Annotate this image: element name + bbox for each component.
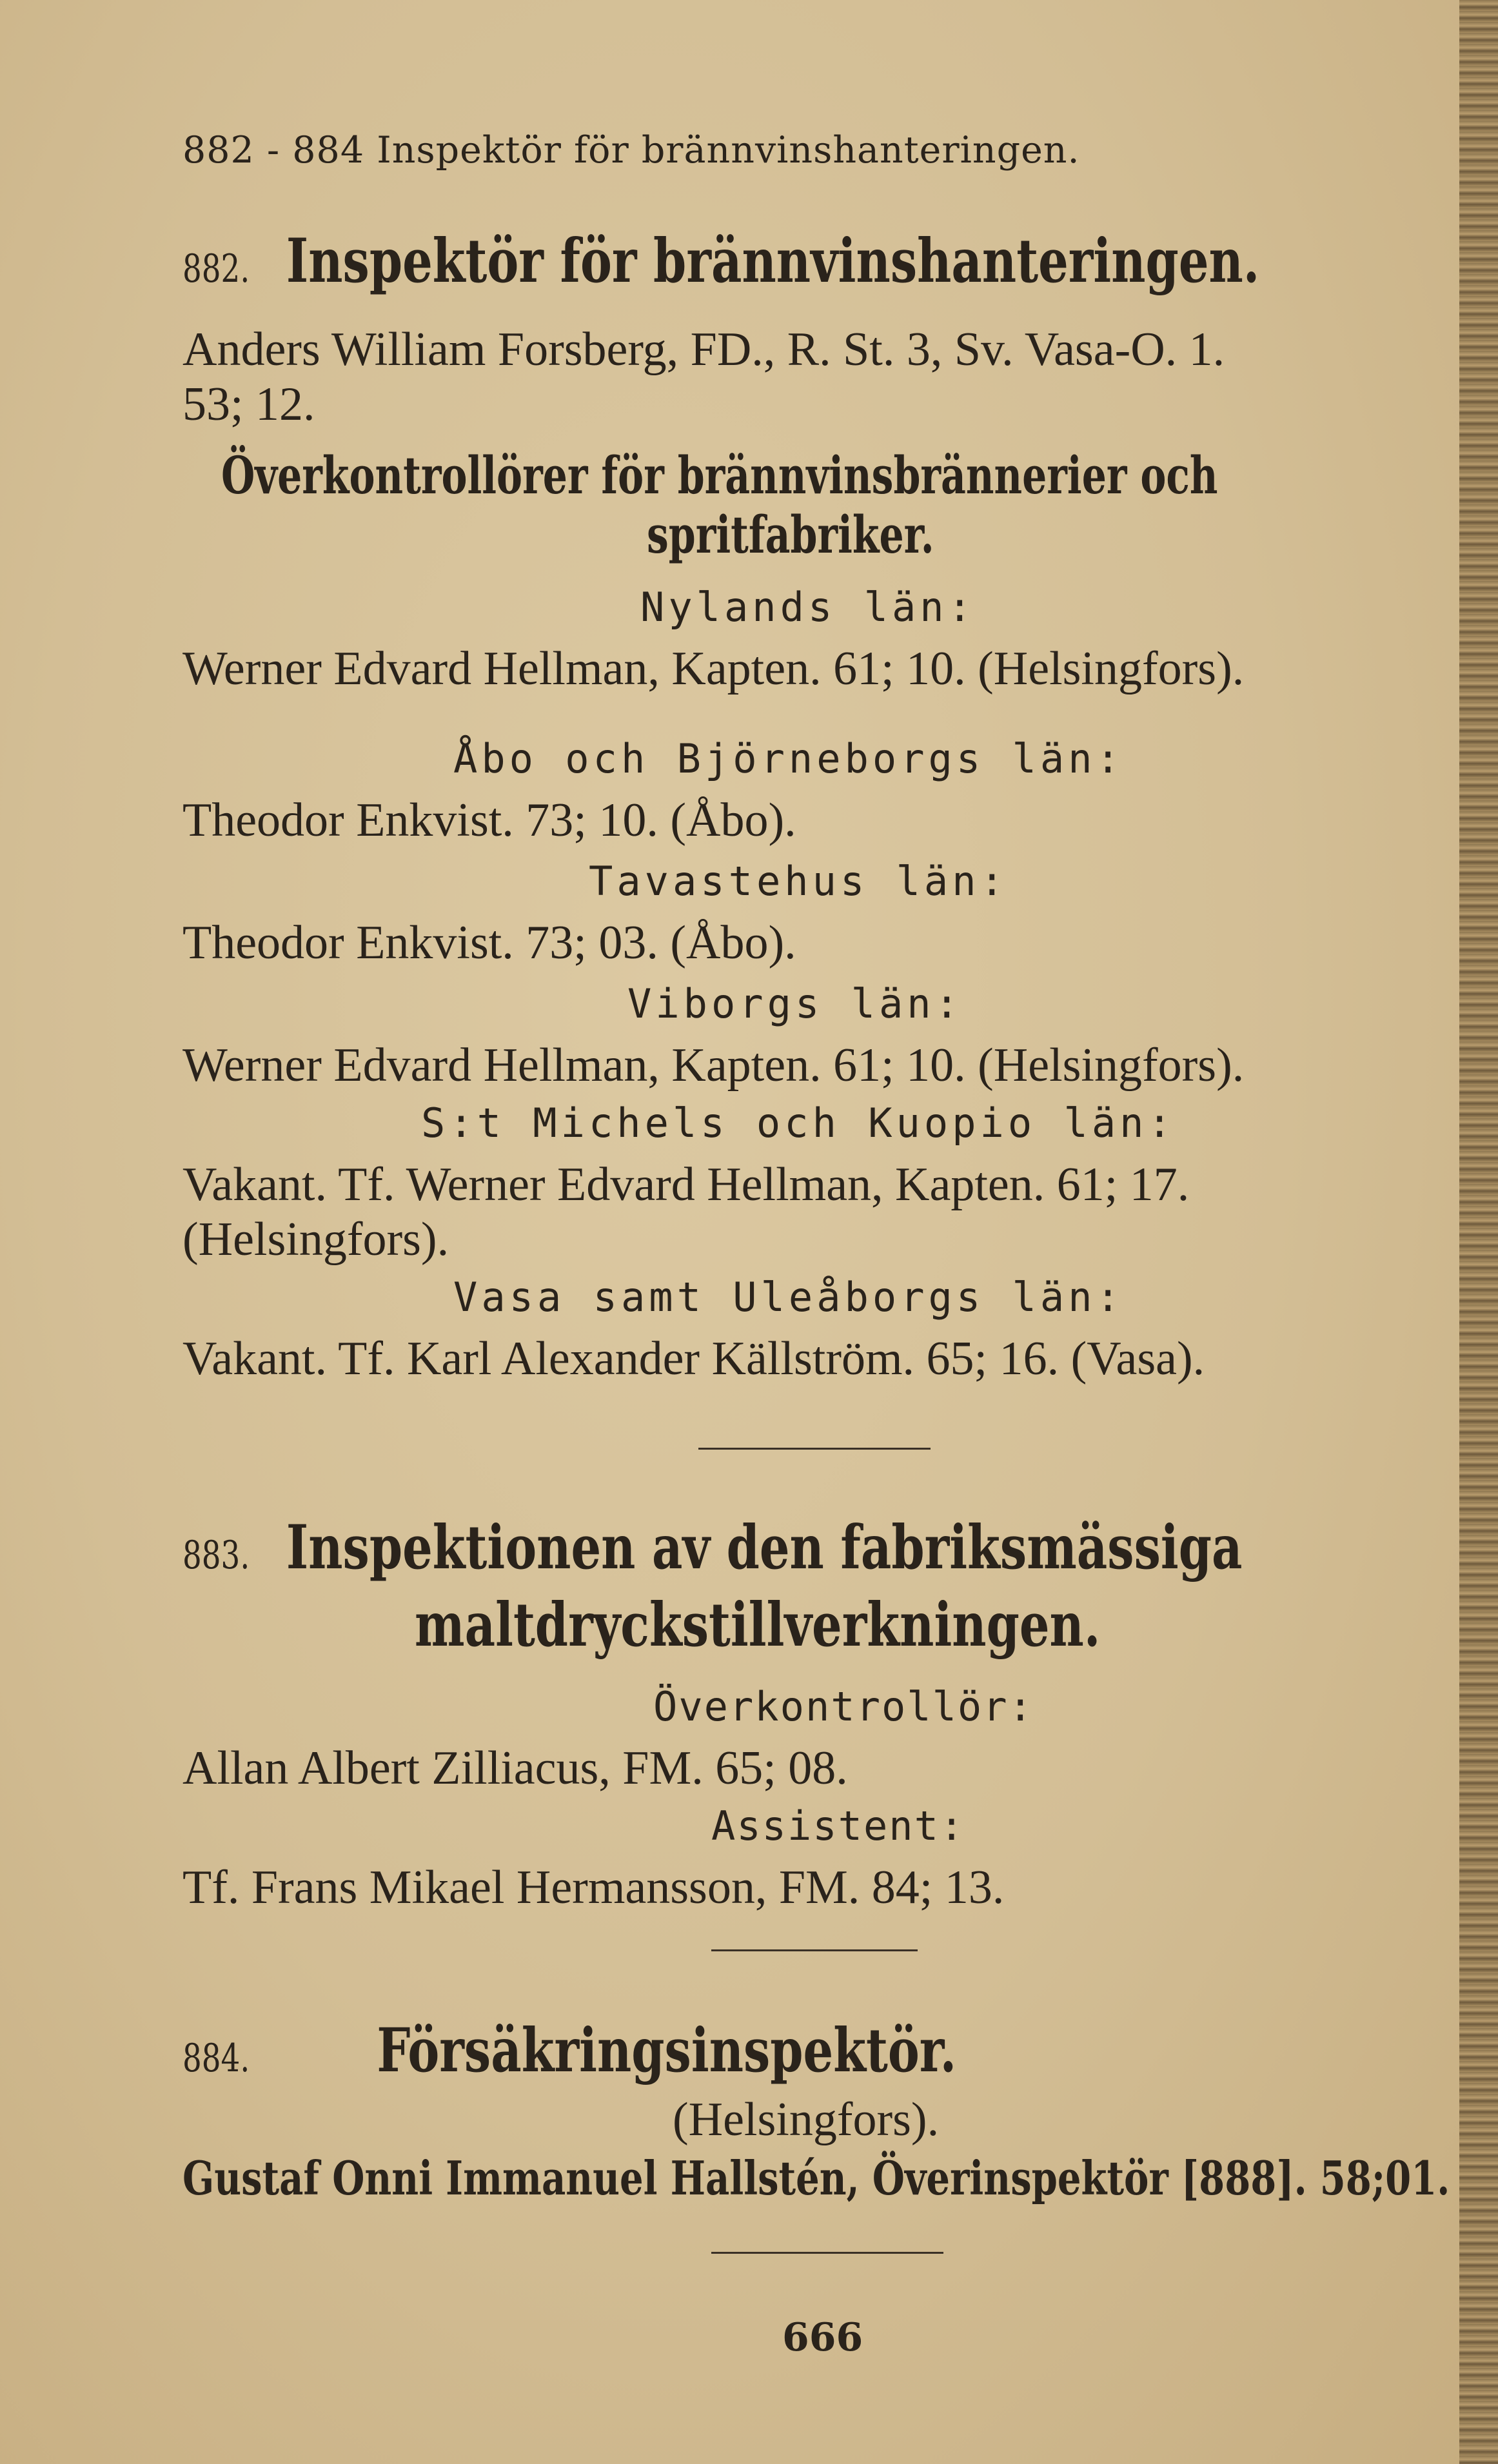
region-heading: Tavastehus län:	[589, 858, 1008, 905]
section-883-title-line2: maltdryckstillverkningen.	[415, 1590, 1101, 1661]
region-heading: Nylands län:	[640, 584, 976, 631]
running-head: 882 - 884 Inspektör för brännvinshanteringen.	[182, 129, 1080, 172]
section-882-entry-line2: 53; 12.	[182, 378, 315, 431]
region-entry: Theodor Enkvist. 73; 03. (Åbo).	[182, 916, 796, 969]
section-883-person2: Tf. Frans Mikael Hermansson, FM. 84; 13.	[182, 1861, 1005, 1914]
region-heading: Åbo och Björneborgs län:	[453, 735, 1124, 782]
section-884-heading	[182, 2015, 956, 2086]
section-884-person: Gustaf Onni Immanuel Hallstén, Överinspektör [888]. 58;01.	[182, 2151, 1450, 2205]
section-882-subtitle-line1: Överkontrollörer för brännvinsbrännerier och	[221, 445, 1218, 506]
section-divider	[711, 2252, 943, 2254]
section-882-title: Inspektör för brännvinshanteringen.	[286, 226, 1260, 297]
section-883-title-line1: Inspektionen av den fabriksmässiga	[286, 1512, 1243, 1583]
section-884-title: Försäkringsinspektör.	[377, 2015, 957, 2086]
section-883-number: 883.	[182, 1533, 250, 1578]
region-entry: Werner Edvard Hellman, Kapten. 61; 10. (Helsingfors).	[182, 642, 1245, 695]
section-882-number: 882.	[182, 246, 250, 291]
page-number: 666	[782, 2315, 863, 2360]
section-882-subtitle-line2: spritfabriker.	[647, 504, 934, 565]
section-883-role2: Assistent:	[711, 1802, 965, 1849]
section-883-heading	[182, 1512, 1242, 1583]
section-882-entry-line1: Anders William Forsberg, FD., R. St. 3, Sv. Vasa-O. 1.	[182, 323, 1225, 376]
region-heading: Vasa samt Uleåborgs län:	[453, 1274, 1124, 1321]
section-883-role1: Överkontrollör:	[653, 1683, 1034, 1730]
page-edge	[1459, 0, 1498, 2464]
region-entry: Vakant. Tf. Werner Edvard Hellman, Kapten. 61; 17.	[182, 1158, 1190, 1211]
region-entry: Werner Edvard Hellman, Kapten. 61; 10. (Helsingfors).	[182, 1039, 1245, 1092]
region-heading: S:t Michels och Kuopio län:	[421, 1099, 1176, 1147]
section-883-person1: Allan Albert Zilliacus, FM. 65; 08.	[182, 1742, 848, 1795]
section-884-number: 884.	[182, 2036, 250, 2081]
region-heading: Viborgs län:	[627, 980, 963, 1027]
section-divider	[711, 1949, 918, 1951]
section-882-heading	[182, 226, 1259, 297]
section-divider	[698, 1448, 931, 1450]
section-884-location: (Helsingfors).	[673, 2093, 940, 2146]
region-entry: (Helsingfors).	[182, 1213, 449, 1266]
region-entry: Theodor Enkvist. 73; 10. (Åbo).	[182, 794, 796, 847]
region-entry: Vakant. Tf. Karl Alexander Källström. 65; 16. (Vasa).	[182, 1332, 1205, 1385]
